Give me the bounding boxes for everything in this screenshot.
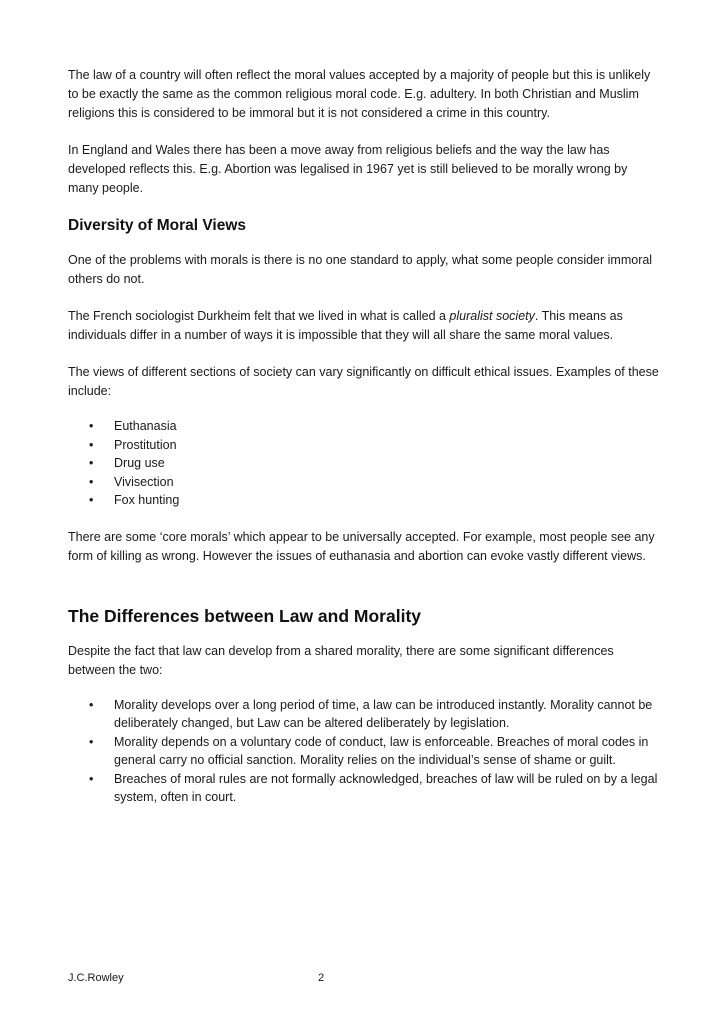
paragraph-law-reflects-morals: The law of a country will often reflect the moral values accepted by a majority of people but this is unlikely to be exactly the same as the common religious moral code. E.g. adultery. In both Christian and Muslim religions this is considered to be immoral but it is not considered a crime in this country. (68, 68, 651, 120)
footer-page-number: 2 (318, 972, 325, 984)
paragraph-durkheim (68, 307, 660, 345)
ethical-issues-list (68, 417, 660, 510)
paragraph-no-one-standard: One of the problems with morals is there is no one standard to apply, what some people consider immoral others do not. (68, 253, 653, 286)
durkheim-text-before: The French sociologist Durkheim felt that we lived in what is called a (68, 309, 450, 323)
list-item (68, 696, 660, 733)
list-item (68, 491, 660, 510)
paragraph-england-wales: In England and Wales there has been a move away from religious beliefs and the way the law has developed reflects this. E.g. Abortion was legalised in 1967 yet is still believed to be morally wrong by many people. (68, 143, 628, 195)
heading-diversity-of-moral-views: Diversity of Moral Views (68, 217, 247, 234)
list-item (68, 473, 660, 492)
durkheim-text-after: . This means as individuals differ in a number of ways it is impossible that they will all share the same moral values. (68, 309, 623, 342)
document-body (68, 66, 660, 807)
bullet-icon: • (89, 734, 94, 749)
bullet-icon: • (89, 437, 94, 452)
bullet-icon: • (89, 456, 94, 470)
bullet-icon: • (89, 771, 94, 786)
list-item-text: Vivisection (114, 474, 174, 489)
list-item-text: Morality depends on a voluntary code of conduct, law is enforceable. Breaches of moral codes in general carry no official sanction. Morality relies on the individual’s sense of shame or guilt. (114, 734, 649, 767)
list-item-text: Euthanasia (114, 419, 177, 433)
bullet-icon: • (89, 697, 94, 712)
bullet-icon: • (89, 474, 94, 489)
differences-list (68, 696, 660, 807)
paragraph-core-morals: There are some ‘core morals’ which appear to be universally accepted. For example, most people see any form of killing as wrong. However the issues of euthanasia and abortion can evoke vastly different views. (68, 529, 655, 563)
paragraph-views-vary: The views of different sections of society can vary significantly on difficult ethical issues. Examples of these include: (68, 365, 659, 398)
list-item (68, 770, 660, 807)
list-item-text: Fox hunting (114, 493, 180, 507)
list-item-text: Drug use (114, 456, 165, 470)
list-item-text: Breaches of moral rules are not formally acknowledged, breaches of law will be ruled on by a legal system, often in court. (114, 771, 658, 804)
list-item (68, 436, 660, 455)
bullet-icon: • (89, 493, 94, 507)
paragraph-significant-differences: Despite the fact that law can develop from a shared morality, there are some significant differences between the two: (68, 643, 614, 677)
list-item (68, 454, 660, 473)
heading-law-vs-morality: The Differences between Law and Morality (68, 605, 421, 626)
list-item (68, 417, 660, 436)
list-item-text: Prostitution (114, 437, 177, 452)
footer-author: J.C.Rowley (68, 972, 124, 984)
list-item (68, 733, 660, 770)
pluralist-society-term: pluralist society (449, 309, 535, 323)
bullet-icon: • (89, 419, 94, 433)
list-item-text: Morality develops over a long period of time, a law can be introduced instantly. Morality cannot be deliberately changed, but Law can be altered deliberately by legislation. (114, 697, 653, 730)
